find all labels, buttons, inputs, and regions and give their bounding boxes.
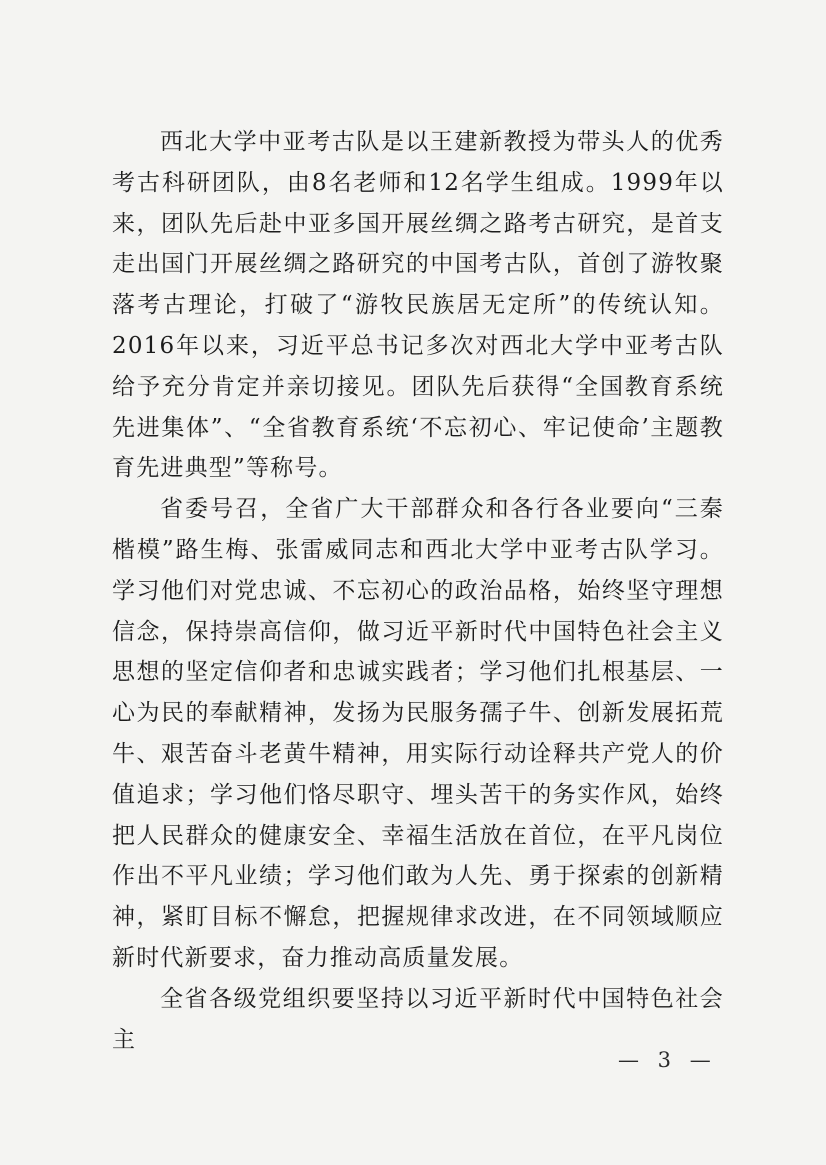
- paragraph-1: 西北大学中亚考古队是以王建新教授为带头人的优秀考古科研团队，由8名老师和12名学生组成。1999年以来，团队先后赴中亚多国开展丝绸之路考古研究，是首支走出国门开展丝绸之路研究的中国考古队，首创了游牧聚落考古理论，打破了“游牧民族居无定所”的传统认知。2016年以来，习近平总书记多次对西北大学中亚考古队给予充分肯定并亲切接见。团队先后获得“全国教育系统先进集体”、“全省教育系统‘不忘初心、牢记使命’主题教育先进典型”等称号。: [112, 129, 724, 482]
- document-body: [112, 122, 724, 1060]
- page-number: — 3 —: [618, 1048, 717, 1072]
- paragraph-2: 省委号召，全省广大干部群众和各行各业要向“三秦楷模”路生梅、张雷威同志和西北大学中亚考古队学习。学习他们对党忠诚、不忘初心的政治品格，始终坚守理想信念，保持崇高信仰，做习近平新时代中国特色社会主义思想的坚定信仰者和忠诚实践者；学习他们扎根基层、一心为民的奉献精神，发扬为民服务孺子牛、创新发展拓荒牛、艰苦奋斗老黄牛精神，用实际行动诠释共产党人的价值追求；学习他们恪尽职守、埋头苦干的务实作风，始终把人民群众的健康安全、幸福生活放在首位，在平凡岗位作出不平凡业绩；学习他们敢为人先、勇于探索的创新精神，紧盯目标不懈怠，把握规律求改进，在不同领域顺应新时代新要求，奋力推动高质量发展。: [112, 496, 724, 971]
- paragraph-3: 全省各级党组织要坚持以习近平新时代中国特色社会主: [112, 985, 724, 1053]
